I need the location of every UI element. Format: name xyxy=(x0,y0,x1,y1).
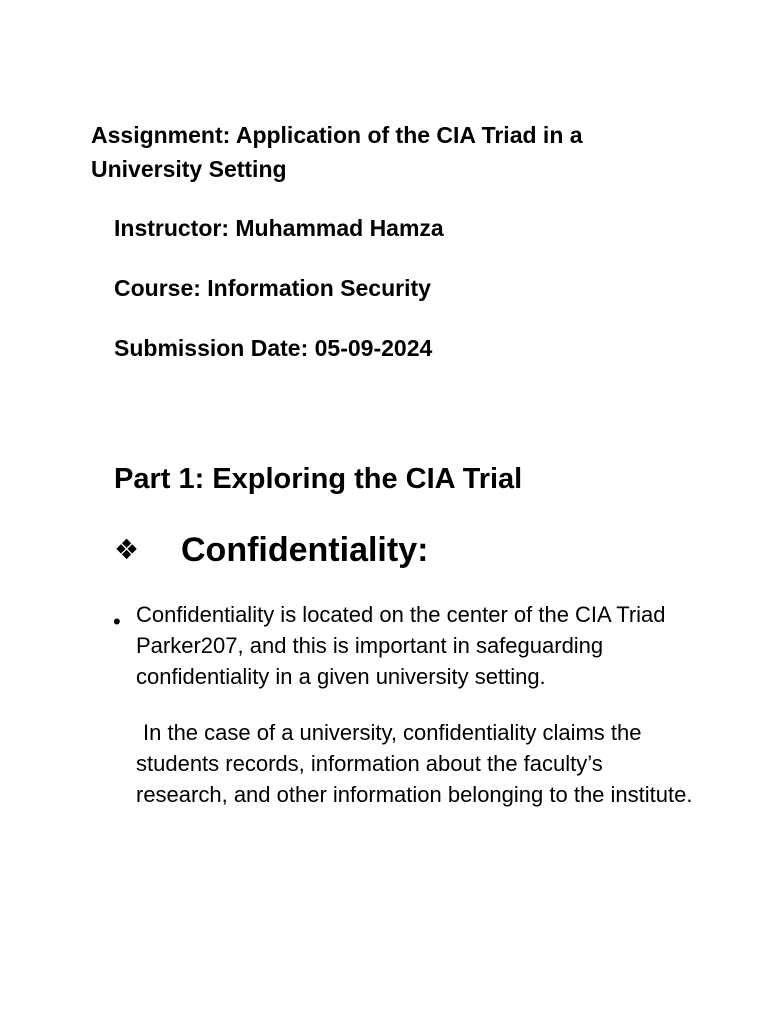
document-title: Assignment: Application of the CIA Triad in a University Setting xyxy=(91,122,583,182)
instructor-line: Instructor: Muhammad Hamza xyxy=(114,215,444,241)
part-heading: Part 1: Exploring the CIA Trial xyxy=(114,463,523,495)
submission-date-line: Submission Date: 05-09-2024 xyxy=(114,335,433,361)
section-heading-text: Confidentiality: xyxy=(181,531,429,569)
body-paragraph: In the case of a university, confidentiality claims the students records, information about the faculty’s research, and other information belonging to the institute. xyxy=(136,720,693,807)
section-heading xyxy=(114,528,428,572)
list-item-paragraph: Confidentiality is located on the center of the CIA Triad Parker207, and this is important in safeguarding confidentiality in a given university setting. xyxy=(136,602,666,689)
list-bullet: • xyxy=(113,609,121,634)
course-line: Course: Information Security xyxy=(114,275,431,301)
four-diamond-ornament-icon: ❖ xyxy=(114,533,140,566)
